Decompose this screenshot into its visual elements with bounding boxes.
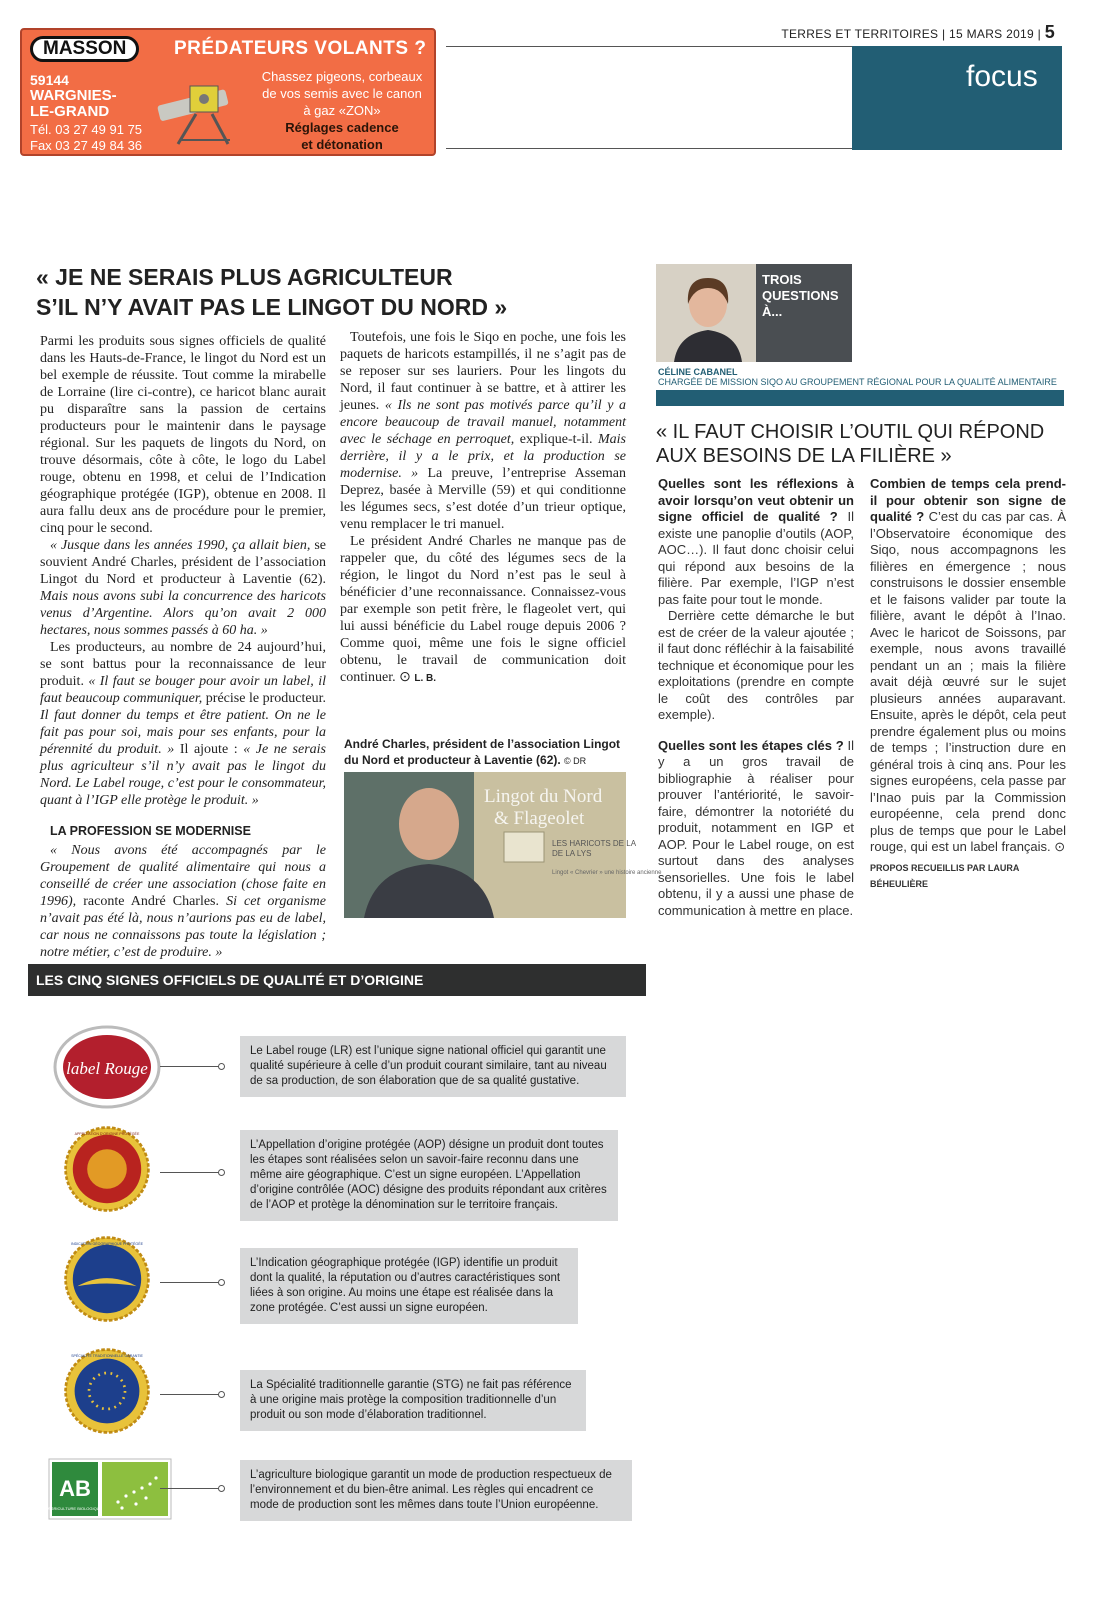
ad-phone: Tél. 03 27 49 91 75 — [30, 122, 143, 137]
text: précise le producteur. — [202, 691, 326, 706]
paragraph — [340, 533, 626, 687]
interview-title — [656, 420, 1056, 468]
connector-line — [160, 1394, 222, 1395]
sign-description-box: L’Indication géographique protégée (IGP) identifie un produit dont la qualité, la réputation ou d’autres caractéristiques sont liées à son origine. Au moins une étape est réalisée dans la zone protégée. C’est aussi un signe européen. — [240, 1248, 578, 1324]
label-rouge-logo — [52, 1022, 162, 1112]
connector-dot — [218, 1279, 225, 1286]
logo-text: INDICATION GÉOGRAPHIQUE PROTÉGÉE — [70, 1241, 144, 1246]
logo-text: AB — [59, 1476, 91, 1501]
interview-credit — [870, 860, 1066, 893]
connector-line — [160, 1066, 222, 1067]
text: La preuve, l’entreprise Asseman Deprez, basée à Merville (59) et qui conditionne les légumes secs, s’est dotée d’un trieur optique, venu remplacer le tri manuel. — [340, 466, 627, 532]
header-rule-bottom — [446, 148, 852, 149]
quote: Mais derrière, il y a le prix, et la production se modernise. » — [340, 432, 626, 481]
photo-sign-line3: LES HARICOTS DE LA — [552, 839, 637, 848]
quote: Si cet organisme n’avait pas été là, nous n’aurions pas eu de label, car nous ne connaissons pas toute la législation ; notre métier, c’est de produire. » — [40, 894, 326, 960]
section-banner — [852, 46, 1062, 150]
logo-text: APPELLATION D'ORIGINE PROTÉGÉE — [74, 1131, 140, 1136]
author-signature: L. B. — [414, 673, 437, 684]
ad-postcode: 59144 — [30, 72, 69, 88]
quote: « Je ne serais plus agriculteur s’il n’y avait pas le lingot du Nord. Le Label rouge, c’est pour le consommateur, quant à l’IGP elle protège le produit. » — [40, 742, 326, 808]
quote: « Jusque dans les années 1990, ça allait bien, — [50, 538, 311, 553]
qa-paragraph — [870, 476, 1066, 856]
badge-line1: TROIS — [762, 272, 802, 287]
interviewee-role: CHARGÉE DE MISSION SIQO AU GROUPEMENT RÉGIONAL POUR LA QUALITÉ ALIMENTAIRE — [658, 377, 1057, 387]
andre-charles-photo — [344, 772, 662, 918]
answer: C’est du cas par cas. À l’Observatoire économique des Siqo, nous accompagnons les filières en émergence ; nous construisons le dossier ensemble et le faisons valider par toute la filière, avant le dépôt à l’Inao. Avec le haricot de Soissons, par exemple, nous avons travaillé pendant un an ; mais la filière avait déjà œuvré sur le sujet plusieurs années auparavant. Ensuite, après le dépôt, cela peut prendre également plus ou moins de temps ; l’instruction dure en général trois à cinq ans. Pour les signes européens, cela passe par l’Inao puis par la Commission européenne, cela prend donc plus de temps que pour le Label rouge, qui est un label français. — [870, 509, 1066, 854]
ad-pitch-line5: et détonation — [301, 137, 383, 152]
interview-title-line2: AUX BESOINS DE LA FILIÈRE » — [656, 445, 952, 467]
text: raconte André Charles. — [76, 894, 227, 909]
end-mark-icon: ⊙ — [1054, 839, 1066, 854]
article-title — [36, 262, 656, 322]
sign-description-box: L’agriculture biologique garantit un mode de production respectueux de l’environnement et du bien-être animal. Les règles qui encadrent ce mode de production sont les mêmes dans toute l’Union européenne. — [240, 1460, 632, 1521]
paragraph — [40, 537, 326, 639]
connector-line — [160, 1172, 222, 1173]
interview-title-line1: « IL FAUT CHOISIR L’OUTIL QUI RÉPOND — [656, 421, 1045, 443]
publication-name: TERRES ET TERRITOIRES — [781, 27, 939, 41]
text: se souvient André Charles, président de l’association Lingot du Nord et producteur à Laventie (62). — [40, 538, 326, 587]
connector-line — [160, 1282, 222, 1283]
sign-description-box: L’Appellation d’origine protégée (AOP) désigne un produit dont toutes les étapes sont réalisées selon un savoir-faire reconnu dans une même aire géographique. C’est un signe européen. L’Appellation d’origine contrôlée (AOC) désigne des produits répondant aux critères de l’AOP et protège la dénomination sur le territoire français. — [240, 1130, 618, 1221]
paragraph — [40, 842, 326, 961]
text: Il ajoute : — [174, 742, 244, 757]
question: Quelles sont les réflexions à avoir lorsqu’on veut obtenir un signe officiel de qualité ? — [658, 476, 854, 524]
ad-headline: PRÉDATEURS VOLANTS ? — [174, 38, 427, 59]
answer: Il y a un gros travail de bibliographie à réaliser pour prouver l’antériorité, le savoir-faire, démontrer la notoriété du produit, notamment en IGP et AOP. Pour le Label rouge, on est surtout dans des analyses sensorielles. Une fois le label obtenu, il y a aussi une phase de communication à mettre en place. — [658, 737, 854, 918]
quote: « Nous avons été accompagnés par le Groupement de qualité alimentaire qui nous a conseillé de créer une association (chose faite en 1996), — [40, 843, 326, 909]
ad-pitch-line4: Réglages cadence — [285, 120, 399, 135]
text: explique-t-il. — [514, 432, 598, 447]
credit-prefix: PROPOS RECUEILLIS PAR — [870, 862, 986, 873]
stg-logo — [52, 1346, 162, 1436]
page-number: 5 — [1044, 22, 1055, 42]
celine-cabanel-portrait — [656, 264, 756, 362]
connector-dot — [218, 1391, 225, 1398]
caption-credit: © DR — [564, 756, 587, 766]
article-column-2 — [340, 329, 626, 687]
ad-pitch-line3: à gaz «ZON» — [303, 103, 381, 118]
caption-text: André Charles, président de l’association Lingot du Nord et producteur à Laventie (62). — [344, 737, 621, 767]
answer: Il existe une panoplie d’outils (AOP, AOC…). Il faut donc choisir celui qui répond aux besoins de la filière. Par exemple, l’IGP n’est pas faite pour tout le monde. — [658, 509, 854, 607]
interview-column-1 — [658, 476, 854, 919]
badge-line2: QUESTIONS — [762, 288, 839, 303]
interview-bar — [656, 390, 1064, 406]
photo-sign-line2: & Flageolet — [494, 808, 585, 829]
page-folio: TERRES ET TERRITOIRES | 15 MARS 2019 | 5 — [781, 22, 1055, 42]
ad-pitch — [250, 68, 434, 153]
ad-pitch-line2: de vos semis avec le canon — [262, 86, 422, 101]
logo-text: SPÉCIALITÉ TRADITIONNELLE GARANTIE — [71, 1353, 143, 1358]
photo-sign-line4: DE LA LYS — [552, 849, 592, 858]
connector-dot — [218, 1485, 225, 1492]
text: Les producteurs, au nombre de 24 aujourd’hui, se sont battus pour la reconnaissance de leur produit. — [40, 640, 326, 689]
photo-illustration — [344, 772, 662, 918]
three-questions-badge — [756, 264, 852, 362]
paragraph — [40, 639, 326, 809]
text: Toutefois, une fois le Siqo en poche, une fois les paquets de haricots estampillés, il ne s’agit pas de se reposer sur ses lauriers. Pour les lingots du Nord, il faut continuer à se battre, et à attirer les jeunes. — [340, 330, 626, 413]
text: Le président André Charles ne manque pas de rappeler que, du côté des légumes secs de la région, le lingot du Nord n’est pas le seul à bénéficier d’une reconnaissance. Connaissez-vous par exemple son petit frère, le flageolet vert, qui lui aussi bénéficie du Label rouge depuis 2006 ? Comme quoi, même une fois le signe officiel obtenu, le travail de communication doit continuer. — [340, 534, 626, 685]
quote: Mais nous avons subi la concurrence des haricots venus d’Argentine. Alors qu’on avait 2 000 hectares, nous sommes passés à 60 ha. » — [40, 589, 326, 638]
credit-name: LAURA BÉHEULIÈRE — [870, 862, 1020, 889]
quote: « Il faut se bouger pour avoir un label, il faut beaucoup communiquer, — [40, 674, 326, 706]
ad-pitch-line1: Chassez pigeons, corbeaux — [261, 69, 423, 84]
sign-description-box: Le Label rouge (LR) est l’unique signe national officiel qui garantit une qualité supérieure à celle d’un produit courant similaire, tant au niveau de sa production, de son élaboration que de sa qualité gustative. — [240, 1036, 626, 1097]
ad-city-line1: WARGNIES- — [30, 87, 117, 104]
aop-logo — [52, 1124, 162, 1214]
qa-paragraph — [658, 738, 854, 920]
interviewee-name: CÉLINE CABANEL — [658, 367, 738, 377]
logo-text: label Rouge — [66, 1059, 148, 1078]
photo-sign-line1: Lingot du Nord — [484, 786, 603, 807]
article-column-1 — [40, 333, 326, 961]
igp-logo — [52, 1234, 162, 1324]
ab-logo — [48, 1458, 172, 1520]
ad-fax: Fax 03 27 49 84 36 — [30, 138, 143, 153]
connector-dot — [218, 1063, 225, 1070]
question: Combien de temps cela prend-il pour obtenir son signe de qualité ? — [870, 476, 1066, 524]
qa-paragraph — [658, 476, 854, 608]
connector-dot — [218, 1169, 225, 1176]
ad-city-line2: LE-GRAND — [30, 103, 110, 120]
signs-heading: LES CINQ SIGNES OFFICIELS DE QUALITÉ ET D’ORIGINE — [28, 964, 646, 996]
photo-sign-small: Lingot « Chevrier » une histoire ancienne — [552, 870, 662, 876]
paragraph — [340, 329, 626, 533]
question: Quelles sont les étapes clés ? — [658, 737, 844, 753]
advertisement — [20, 28, 436, 156]
answer: Derrière cette démarche le but est de créer de la valeur ajoutée ; il faut donc réfléchir à la faisabilité technique et économique pour les exploitations (prendre en compte le coût des contrôles par exemple). — [658, 608, 854, 722]
issue-date: 15 MARS 2019 — [949, 27, 1034, 41]
ad-contact — [30, 122, 142, 154]
article-subheading: LA PROFESSION SE MODERNISE — [50, 824, 251, 838]
ad-brand: MASSON — [30, 36, 139, 62]
paragraph: Parmi les produits sous signes officiels de qualité dans les Hauts-de-France, le lingot du Nord est un bel exemple de réussite. Tout comme la mirabelle de Lorraine (lire ci-contre), ce haricot blanc aurait pu disparaître sans la passion de certains producteurs pour le maintenir dans le paysage régional. Sur les paquets de lingots du Nord, on trouve désormais, côte à côte, le logo du Label rouge, obtenu en 1998, et celui de l’Indication géographique protégée (IGP), obtenue en 2008. Il aura fallu deux ans de procédure pour le premier, cinq pour le second. — [40, 334, 326, 536]
quote: « Ils ne sont pas motivés parce qu’il y a encore beaucoup de travail manuel, notamment avec le séchage en perroquet, — [340, 398, 627, 447]
section-label: focus — [966, 60, 1038, 93]
photo-caption — [344, 736, 630, 769]
ad-address — [30, 72, 117, 120]
qa-paragraph — [658, 608, 854, 724]
logo-subtext: AGRICULTURE BIOLOGIQUE — [47, 1506, 103, 1511]
sign-description-box: La Spécialité traditionnelle garantie (STG) ne fait pas référence à une origine mais protège la composition traditionnelle d’un produit ou son mode d’élaboration traditionnel. — [240, 1370, 586, 1431]
badge-line3: À... — [762, 304, 783, 319]
interview-column-2 — [870, 476, 1066, 893]
connector-line — [160, 1488, 222, 1489]
portrait-illustration — [656, 264, 756, 362]
end-mark-icon: ⊙ — [399, 670, 411, 685]
quote: Il faut donner du temps et être patient. On ne le fait pas pour soi, mais pour ses enfants, pour la pérennité du produit. » — [40, 708, 326, 757]
article-title-line2: S’IL N’Y AVAIT PAS LE LINGOT DU NORD » — [36, 294, 508, 320]
article-title-line1: « JE NE SERAIS PLUS AGRICULTEUR — [36, 264, 453, 290]
